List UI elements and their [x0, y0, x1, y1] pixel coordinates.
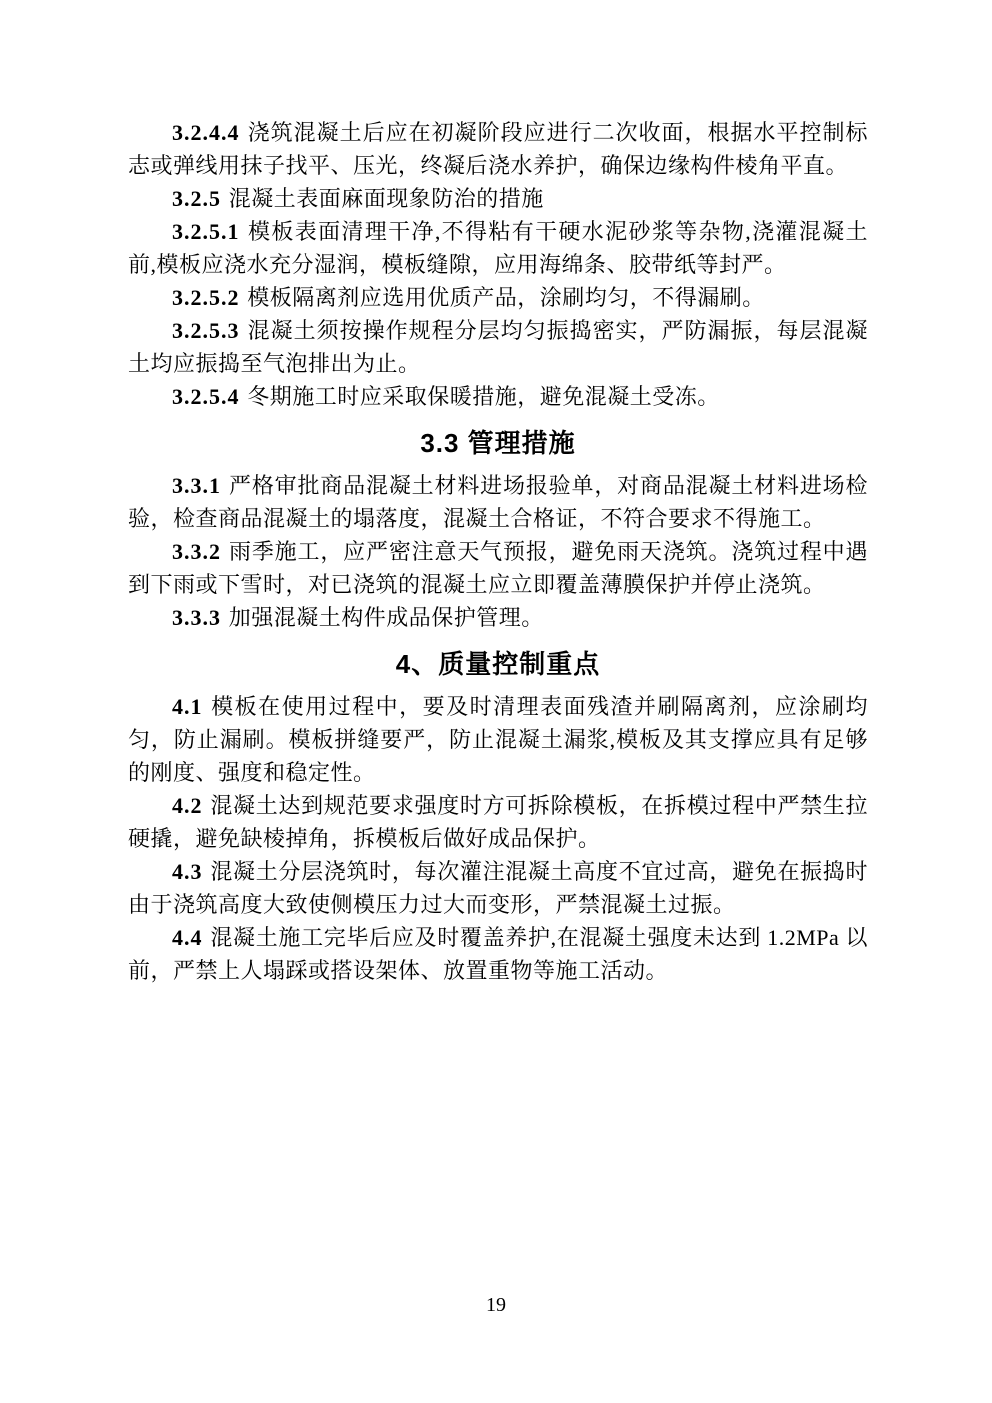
- page-number: 19: [486, 1294, 506, 1316]
- paragraph: [128, 921, 868, 987]
- clause-text: 混凝土分层浇筑时，每次灌注混凝土高度不宜过高，避免在振捣时由于浇筑高度大致使侧模压力过大而变形，严禁混凝土过振。: [128, 859, 868, 917]
- clause-text: 雨季施工，应严密注意天气预报，避免雨天浇筑。浇筑过程中遇到下雨或下雪时，对已浇筑的混凝土应立即覆盖薄膜保护并停止浇筑。: [128, 539, 868, 597]
- clause-text: 严格审批商品混凝土材料进场报验单，对商品混凝土材料进场检验，检查商品混凝土的塌落度，混凝土合格证，不符合要求不得施工。: [128, 473, 868, 531]
- paragraph: [128, 380, 868, 413]
- clause-text: 混凝土须按操作规程分层均匀振捣密实，严防漏振，每层混凝土均应振捣至气泡排出为止。: [128, 318, 868, 376]
- clause-text: 模板隔离剂应选用优质产品，涂刷均匀，不得漏刷。: [247, 285, 765, 310]
- paragraph: [128, 116, 868, 182]
- clause-number: 3.3.3: [172, 605, 221, 630]
- clause-text: 混凝土施工完毕后应及时覆盖养护,在混凝土强度未达到 1.2MPa 以前，严禁上人塌踩或搭设架体、放置重物等施工活动。: [128, 925, 868, 983]
- paragraph: [128, 535, 868, 601]
- clause-number: 3.2.5.1: [172, 219, 240, 244]
- clause-text: 加强混凝土构件成品保护管理。: [228, 605, 544, 630]
- clause-text: 浇筑混凝土后应在初凝阶段应进行二次收面，根据水平控制标志或弹线用抹子找平、压光，终凝后浇水养护，确保边缘构件棱角平直。: [128, 120, 868, 178]
- paragraph: [128, 855, 868, 921]
- clause-text: 模板表面清理干净,不得粘有干硬水泥砂浆等杂物,浇灌混凝土前,模板应浇水充分湿润，模板缝隙，应用海绵条、胶带纸等封严。: [128, 219, 868, 277]
- clause-text: 混凝土达到规范要求强度时方可拆除模板，在拆模过程中严禁生拉硬撬，避免缺棱掉角，拆模板后做好成品保护。: [128, 793, 868, 851]
- clause-number: 4.2: [172, 793, 203, 818]
- clause-text: 冬期施工时应采取保暖措施，避免混凝土受冻。: [247, 384, 720, 409]
- clause-number: 3.3.1: [172, 473, 221, 498]
- paragraph: [128, 789, 868, 855]
- paragraph: [128, 469, 868, 535]
- clause-number: 3.2.4.4: [172, 120, 240, 145]
- document-content: [128, 116, 868, 987]
- section-heading: 4、质量控制重点: [395, 649, 601, 679]
- paragraph: [128, 690, 868, 789]
- clause-number: 3.2.5.4: [172, 384, 240, 409]
- section-heading: 3.3 管理措施: [420, 428, 576, 458]
- paragraph: [128, 215, 868, 281]
- clause-number: 4.3: [172, 859, 203, 884]
- clause-number: 3.2.5.3: [172, 318, 240, 343]
- clause-number: 3.2.5: [172, 186, 221, 211]
- paragraph: [128, 314, 868, 380]
- paragraph: [128, 601, 868, 634]
- paragraph: [128, 281, 868, 314]
- clause-text: 混凝土表面麻面现象防治的措施: [228, 186, 544, 211]
- paragraph: [128, 182, 868, 215]
- clause-text: 模板在使用过程中，要及时清理表面残渣并刷隔离剂，应涂刷均匀，防止漏刷。模板拼缝要严，防止混凝土漏浆,模板及其支撑应具有足够的刚度、强度和稳定性。: [128, 694, 868, 785]
- clause-number: 3.3.2: [172, 539, 221, 564]
- clause-number: 3.2.5.2: [172, 285, 240, 310]
- clause-number: 4.4: [172, 925, 203, 950]
- clause-number: 4.1: [172, 694, 203, 719]
